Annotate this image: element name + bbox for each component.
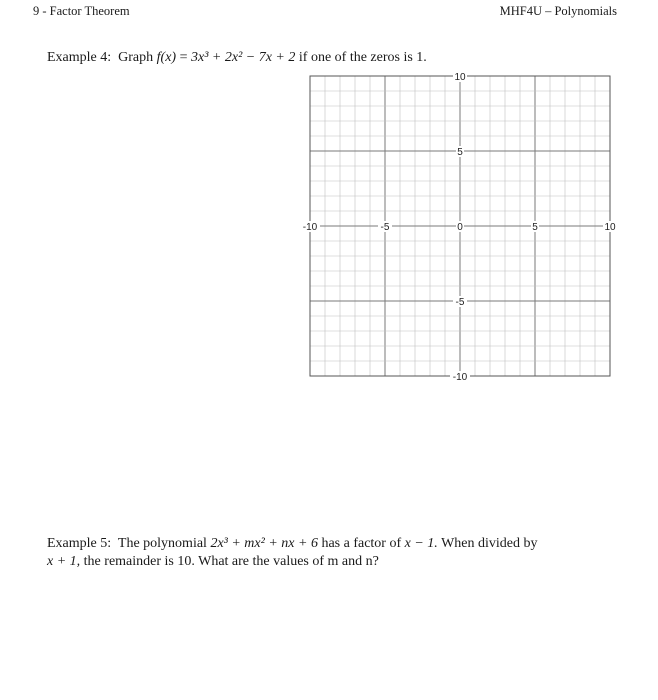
x-tick-label: 10	[604, 222, 616, 233]
example-5-end: When divided by	[441, 536, 538, 551]
grid-tick-labels	[300, 71, 617, 383]
example-4-equals: =	[179, 50, 188, 65]
x-tick-label: -10	[302, 222, 318, 233]
x-tick-label: 0	[457, 222, 463, 233]
header-right-title: MHF4U – Polynomials	[499, 4, 617, 18]
example-5-line2: the remainder is 10. What are the values of m and n?	[83, 554, 379, 569]
example-4-function-name: f(x)	[156, 50, 177, 65]
example-5-intro: The polynomial	[117, 536, 207, 551]
example-5-divisor: x + 1,	[47, 554, 81, 569]
y-tick-label: 5	[457, 147, 463, 158]
x-tick-label: -5	[380, 222, 390, 233]
y-tick-label: -5	[455, 297, 465, 308]
example-4-suffix: if one of the zeros is 1.	[298, 50, 427, 65]
example-5-label: Example 5:	[47, 536, 112, 551]
example-5-polynomial: 2x³ + mx² + nx + 6	[210, 536, 318, 551]
example-4-label: Example 4:	[47, 50, 112, 65]
y-tick-label: 10	[454, 72, 466, 83]
example-5-mid: has a factor of	[321, 536, 402, 551]
example-5-factor: x − 1.	[404, 536, 438, 551]
example-4-graph-word: Graph	[118, 50, 154, 65]
example-5-question	[47, 535, 622, 571]
x-tick-label: 5	[532, 222, 538, 233]
header-left-title: 9 - Factor Theorem	[33, 4, 130, 18]
y-tick-label: -10	[452, 372, 468, 383]
example-4-expression: 3x³ + 2x² − 7x + 2	[191, 50, 296, 65]
